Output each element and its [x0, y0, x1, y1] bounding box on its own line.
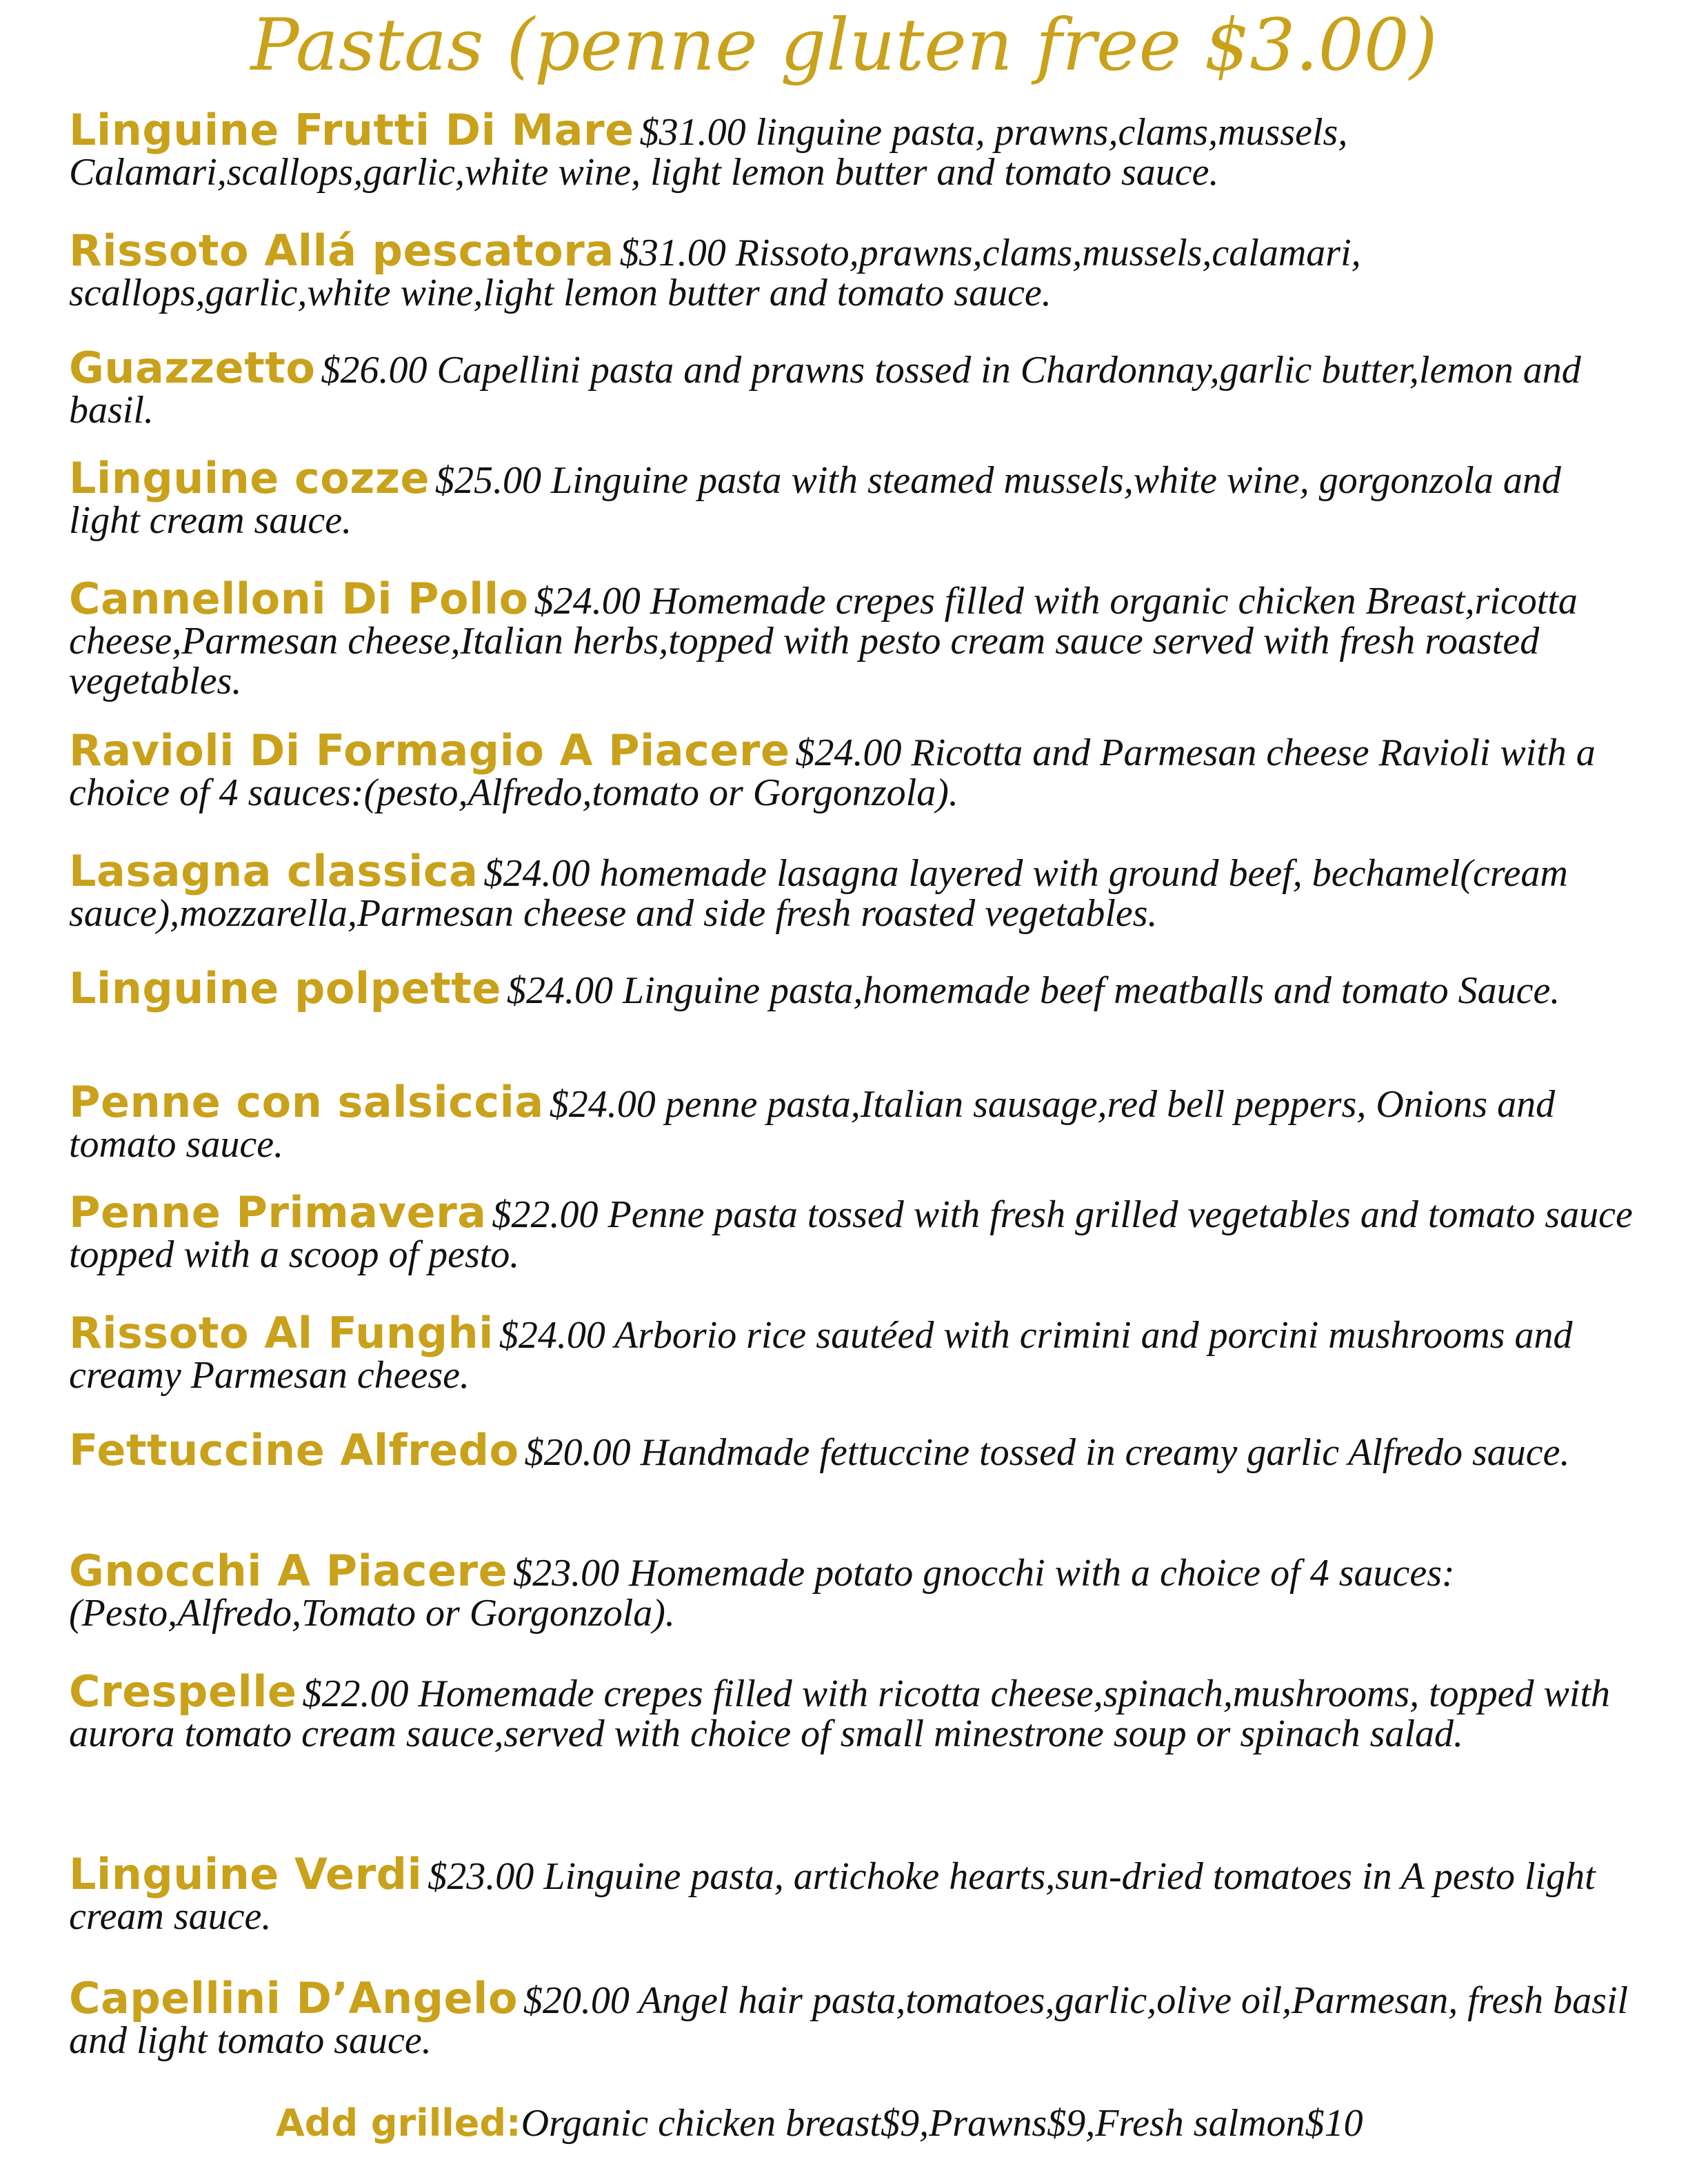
menu-item	[69, 1849, 1641, 1938]
menu-item-price: $24.00	[499, 1314, 605, 1357]
menu-item-price: $31.00	[619, 232, 726, 274]
menu-item	[69, 846, 1641, 935]
menu-item-price: $24.00	[549, 1083, 656, 1126]
menu-item-price: $26.00	[321, 349, 428, 392]
menu-item-description: Angel hair pasta,tomatoes,garlic,olive oil,Parmesan, fresh basil and light tomato sauce.	[69, 1979, 1629, 2062]
menu-item-name: Crespelle	[69, 1666, 297, 1717]
menu-item	[69, 225, 1641, 314]
menu-item-price: $20.00	[523, 1979, 630, 2022]
menu-item-name: Capellini D’Angelo	[69, 1973, 518, 2023]
menu-item-description: Arborio rice sautéed with crimini and porcini mushrooms and creamy Parmesan cheese.	[69, 1314, 1573, 1397]
menu-item-description: Ricotta and Parmesan cheese Ravioli with a choice of 4 sauces:(pesto,Alfredo,tomato or Gorgonzola).	[69, 731, 1596, 814]
menu-item-price: $24.00	[483, 852, 590, 895]
menu-item-price: $22.00	[302, 1672, 409, 1715]
add-grilled-note	[276, 2101, 1363, 2145]
menu-item-price: $23.00	[428, 1855, 534, 1898]
menu-item	[69, 453, 1641, 542]
menu-item-description: Capellini pasta and prawns tossed in Chardonnay,garlic butter,lemon and basil.	[69, 349, 1581, 432]
menu-item-price: $25.00	[435, 459, 542, 502]
menu-item-description: Penne pasta tossed with fresh grilled vegetables and tomato sauce topped with a scoop of pesto.	[69, 1193, 1633, 1276]
menu-item-description: Homemade crepes filled with ricotta cheese,spinach,mushrooms, topped with aurora tomato cream sauce,served with choice of small minestrone soup or spinach salad.	[69, 1672, 1610, 1755]
menu-item-price: $24.00	[795, 731, 902, 774]
menu-item-name: Rissoto Al Funghi	[69, 1308, 494, 1358]
menu-item-description: Rissoto,prawns,clams,mussels,calamari, scallops,garlic,white wine,light lemon butter and tomato sauce.	[69, 232, 1361, 314]
menu-item-description: Handmade fettuccine tossed in creamy garlic Alfredo sauce.	[640, 1431, 1570, 1474]
menu-item-description: Linguine pasta, artichoke hearts,sun-dried tomatoes in A pesto light cream sauce.	[69, 1855, 1596, 1938]
menu-item-price: $20.00	[524, 1431, 631, 1474]
menu-item	[69, 1187, 1641, 1276]
menu-item-name: Fettuccine Alfredo	[69, 1425, 519, 1475]
menu-item-description: Homemade crepes filled with organic chicken Breast,ricotta cheese,Parmesan cheese,Italian herbs,topped with pesto cream sauce served with fresh roasted vegetables.	[69, 580, 1578, 702]
menu-item	[69, 1546, 1641, 1635]
menu-item-name: Linguine Frutti Di Mare	[69, 105, 634, 155]
menu-item-name: Penne Primavera	[69, 1187, 487, 1237]
menu-item	[69, 1973, 1641, 2062]
menu-item	[69, 1666, 1641, 1755]
menu-item	[69, 574, 1641, 702]
menu-item	[69, 1425, 1641, 1475]
menu-item	[69, 963, 1641, 1013]
menu-item-name: Rissoto Allá pescatora	[69, 225, 614, 276]
menu-item-name: Linguine cozze	[69, 453, 430, 503]
page-title: Pastas (penne gluten free $3.00)	[250, 3, 1438, 87]
menu-item-name: Linguine polpette	[69, 963, 501, 1013]
menu-item-name: Penne con salsiccia	[69, 1077, 544, 1127]
menu-item-price: $22.00	[492, 1193, 599, 1236]
menu-item-description: Linguine pasta with steamed mussels,white wine, gorgonzola and light cream sauce.	[69, 459, 1561, 542]
add-grilled-options: Organic chicken breast$9,Prawns$9,Fresh salmon$10	[521, 2102, 1363, 2145]
menu-item-description: Linguine pasta,homemade beef meatballs and tomato Sauce.	[622, 969, 1560, 1012]
menu-item-price: $24.00	[534, 580, 641, 623]
menu-item-name: Linguine Verdi	[69, 1849, 423, 1899]
menu-item	[69, 343, 1641, 432]
menu-item-name: Guazzetto	[69, 343, 316, 393]
menu-item-description: homemade lasagna layered with ground beef, bechamel(cream sauce),mozzarella,Parmesan cheese and side fresh roasted vegetables.	[69, 852, 1568, 935]
menu-item-description: linguine pasta, prawns,clams,mussels, Calamari,scallops,garlic,white wine, light lemon butter and tomato sauce.	[69, 111, 1348, 194]
menu-item-description: Homemade potato gnocchi with a choice of 4 sauces: (Pesto,Alfredo,Tomato or Gorgonzola).	[69, 1552, 1455, 1635]
menu-item-name: Cannelloni Di Pollo	[69, 574, 529, 624]
menu-item-name: Lasagna classica	[69, 846, 479, 896]
menu-item	[69, 1308, 1641, 1397]
add-grilled-label: Add grilled:	[276, 2101, 521, 2145]
menu-item-name: Ravioli Di Formagio A Piacere	[69, 725, 790, 776]
menu-item	[69, 105, 1641, 194]
menu-item	[69, 725, 1641, 814]
menu-item-description: penne pasta,Italian sausage,red bell peppers, Onions and tomato sauce.	[69, 1083, 1556, 1166]
menu-item-price: $23.00	[513, 1552, 620, 1595]
menu-item-price: $31.00	[639, 111, 746, 154]
menu-item-price: $24.00	[506, 969, 613, 1012]
menu-item	[69, 1077, 1641, 1166]
menu-item-name: Gnocchi A Piacere	[69, 1546, 508, 1596]
